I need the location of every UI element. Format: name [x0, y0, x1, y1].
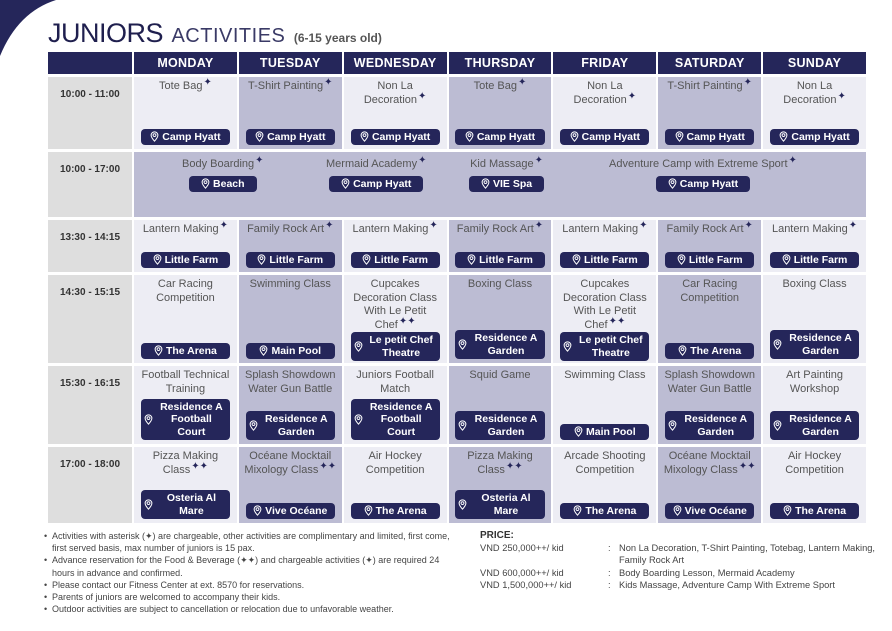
- activity-cell: [553, 220, 656, 272]
- price-amount: VND 600,000++/ kid: [480, 567, 564, 578]
- location-pin-icon: [360, 131, 369, 142]
- chargeable-star-icon: ✦: [743, 77, 752, 88]
- title-sub: ACTIVITIES: [171, 25, 286, 47]
- activity-name: [468, 278, 532, 292]
- location-label: Residence A Garden: [684, 413, 748, 438]
- note-item: • Outdoor activities are subject to cancellation or relocation due to unfavorable weather.: [44, 603, 464, 615]
- location-pin-icon: [675, 131, 684, 142]
- activity-name: [469, 369, 530, 383]
- location-pin-icon: [257, 254, 266, 265]
- location-label: Residence A Garden: [474, 332, 538, 357]
- activity-name: [609, 155, 797, 172]
- activity-cell: [239, 275, 342, 363]
- activity-label: Kid Massage: [470, 158, 534, 170]
- chargeable-star-icon: ✦: [418, 155, 427, 166]
- location-pin-icon: [782, 254, 791, 265]
- location-label: The Arena: [690, 344, 742, 357]
- location-label: Little Farm: [584, 253, 638, 266]
- activity-label: Car Racing Competition: [156, 278, 215, 304]
- activity-name: [771, 220, 858, 237]
- activity-label: Lantern Making: [771, 223, 848, 235]
- note-item: • Parents of juniors are welcomed to accompany their kids.: [44, 591, 464, 603]
- activity-name: [766, 80, 863, 107]
- location-label: Main Pool: [271, 344, 322, 357]
- location-label: Residence A Garden: [474, 413, 538, 438]
- activity-name: [766, 450, 863, 477]
- time-slot: 10:00 - 11:00: [48, 77, 132, 149]
- activity-name: [247, 77, 333, 94]
- time-slot: 15:30 - 16:15: [48, 366, 132, 444]
- chargeable-star-icon: ✦: [518, 77, 527, 88]
- location-badge: [246, 129, 335, 146]
- location-pin-icon: [144, 499, 153, 510]
- activity-name: [182, 155, 264, 172]
- activity-cell: [658, 366, 761, 444]
- price-desc: Non La Decoration, T-Shirt Painting, Totebag, Lantern Making, Family Rock Art: [619, 543, 875, 566]
- time-slot: 13:30 - 14:15: [48, 220, 132, 272]
- activity-name: [159, 77, 212, 94]
- all-day-item: [469, 155, 544, 192]
- location-badge: [246, 252, 335, 269]
- activity-label: Adventure Camp with Extreme Sport: [609, 158, 788, 170]
- location-label: Little Farm: [374, 253, 428, 266]
- location-pin-icon: [773, 339, 782, 350]
- activity-cell: [134, 77, 237, 149]
- activity-name: [347, 369, 444, 396]
- location-label: Residence A Garden: [789, 413, 852, 438]
- location-badge: [560, 332, 649, 361]
- location-label: Little Farm: [688, 253, 743, 266]
- food-beverage-star-icon: ✦✦: [319, 460, 337, 472]
- location-badge: [770, 129, 859, 146]
- activity-name: [347, 278, 444, 332]
- activity-name: [473, 77, 527, 94]
- activity-cell: [658, 275, 761, 363]
- activity-name: [247, 220, 334, 237]
- location-label: Residence A Garden: [789, 332, 852, 357]
- location-pin-icon: [779, 131, 788, 142]
- location-pin-icon: [574, 426, 583, 437]
- activity-cell: [449, 77, 552, 149]
- activity-cell: [344, 220, 447, 272]
- location-pin-icon: [362, 254, 371, 265]
- chargeable-star-icon: ✦: [203, 77, 212, 88]
- all-day-item: [609, 155, 797, 192]
- activity-cell: [239, 447, 342, 523]
- activity-label: Lantern Making: [142, 223, 219, 235]
- location-label: Vive Océane: [684, 504, 747, 517]
- activity-cell: [658, 447, 761, 523]
- activity-cell: [134, 275, 237, 363]
- location-badge: [770, 330, 859, 359]
- location-badge: [665, 343, 754, 360]
- activity-name: [452, 450, 549, 477]
- chargeable-star-icon: ✦: [325, 220, 334, 231]
- food-beverage-star-icon: ✦✦: [738, 460, 756, 472]
- activity-name: [661, 450, 758, 477]
- activity-name: [137, 278, 234, 305]
- location-pin-icon: [354, 341, 363, 352]
- activity-cell: [658, 220, 761, 272]
- activity-cell: [239, 77, 342, 149]
- location-badge: [141, 343, 230, 360]
- day-header-saturday: SATURDAY: [658, 52, 761, 74]
- note-item: • Activities with asterisk (✦) are chargeable, other activities are complimentary and limited, first come, first served basis, max number of juniors is 15 pax.: [44, 530, 464, 554]
- activity-name: [470, 155, 544, 172]
- activity-cell: [553, 275, 656, 363]
- location-label: Residence A Football Court: [369, 400, 433, 438]
- location-badge: [351, 252, 440, 269]
- location-pin-icon: [677, 254, 686, 265]
- location-pin-icon: [150, 131, 159, 142]
- activity-name: [782, 278, 846, 292]
- chargeable-star-icon: ✦: [639, 220, 648, 231]
- chargeable-star-icon: ✦: [255, 155, 264, 166]
- location-badge: [189, 176, 257, 193]
- chargeable-star-icon: ✦: [848, 220, 858, 231]
- activity-label: Non La Decoration: [573, 80, 627, 106]
- activity-cell: [658, 77, 761, 149]
- title-main: JUNIORS: [48, 18, 164, 48]
- activity-cell: [553, 366, 656, 444]
- chargeable-star-icon: ✦: [744, 220, 753, 231]
- location-pin-icon: [668, 178, 677, 189]
- location-badge: [560, 424, 649, 441]
- location-label: Little Farm: [793, 253, 848, 266]
- location-pin-icon: [573, 505, 582, 516]
- location-label: The Arena: [795, 504, 847, 517]
- activity-schedule-table: [48, 52, 866, 517]
- activity-cell: [449, 275, 552, 363]
- activity-label: Family Rock Art: [666, 223, 744, 235]
- activity-label: Splash Showdown Water Gun Battle: [664, 369, 755, 395]
- activity-label: T-Shirt Painting: [247, 80, 324, 92]
- activity-label: Non La Decoration: [363, 80, 418, 106]
- location-label: Osteria Al Mare: [481, 492, 531, 517]
- location-label: The Arena: [585, 504, 637, 517]
- location-label: Main Pool: [586, 425, 636, 438]
- location-badge: [455, 490, 544, 519]
- activity-label: Car Racing Competition: [680, 278, 740, 304]
- day-header-friday: FRIDAY: [553, 52, 656, 74]
- activity-name: [137, 450, 234, 477]
- activity-cell: [134, 447, 237, 523]
- activity-name: [142, 220, 229, 237]
- activity-name: [347, 450, 444, 477]
- location-pin-icon: [458, 420, 467, 431]
- time-slot: 14:30 - 15:15: [48, 275, 132, 363]
- activity-label: T-Shirt Painting: [667, 80, 743, 92]
- location-label: VIE Spa: [493, 177, 533, 190]
- location-badge: [560, 129, 649, 146]
- day-header-sunday: SUNDAY: [763, 52, 866, 74]
- location-pin-icon: [341, 178, 350, 189]
- food-beverage-star-icon: ✦✦: [608, 315, 626, 327]
- chargeable-star-icon: ✦: [418, 90, 427, 102]
- location-pin-icon: [201, 178, 210, 189]
- activity-cell: [449, 220, 552, 272]
- location-pin-icon: [773, 420, 782, 431]
- activity-label: Swimming Class: [249, 278, 331, 290]
- location-badge: [665, 411, 754, 440]
- location-pin-icon: [458, 499, 467, 510]
- location-pin-icon: [255, 131, 264, 142]
- activity-cell: [763, 366, 866, 444]
- activity-cell: [344, 77, 447, 149]
- location-badge: [656, 176, 750, 193]
- chargeable-star-icon: ✦: [627, 90, 637, 102]
- activity-label: Pizza Making Class: [152, 450, 219, 476]
- activity-name: [456, 220, 544, 237]
- activity-cell: [763, 275, 866, 363]
- chargeable-star-icon: ✦: [219, 220, 229, 231]
- price-title: PRICE:: [480, 530, 514, 541]
- location-badge: [455, 129, 544, 146]
- day-header-wednesday: WEDNESDAY: [344, 52, 447, 74]
- activity-label: Tote Bag: [473, 80, 517, 92]
- activity-label: Football Technical Training: [141, 369, 230, 395]
- location-pin-icon: [572, 254, 581, 265]
- price-row: [480, 542, 880, 566]
- location-label: Little Farm: [164, 253, 219, 266]
- location-label: Residence A Garden: [264, 413, 328, 438]
- activity-label: Family Rock Art: [247, 223, 325, 235]
- activity-label: Air Hockey Competition: [365, 450, 425, 476]
- activity-name: [347, 80, 444, 107]
- activity-label: Océane Mocktail Mixology Class: [663, 450, 751, 476]
- activity-name: [242, 450, 339, 477]
- page-title: [48, 18, 382, 49]
- activity-label: Lantern Making: [562, 223, 639, 235]
- location-badge: [770, 411, 859, 440]
- location-badge: [665, 129, 754, 146]
- location-badge: [246, 343, 335, 360]
- activity-name: [766, 369, 863, 396]
- location-badge: [665, 503, 754, 520]
- activity-name: [564, 369, 645, 383]
- price-colon: :: [608, 543, 611, 554]
- activity-label: Cupcakes Decoration Class With Le Petit Chef: [562, 278, 647, 331]
- price-colon: :: [608, 567, 611, 578]
- location-label: Camp Hyatt: [476, 130, 536, 143]
- activity-cell: [763, 77, 866, 149]
- location-label: Camp Hyatt: [686, 130, 745, 143]
- location-badge: [246, 503, 335, 520]
- activity-cell: [134, 366, 237, 444]
- chargeable-star-icon: ✦: [324, 77, 333, 88]
- location-pin-icon: [364, 505, 373, 516]
- location-badge: [351, 332, 440, 361]
- activity-label: Boxing Class: [782, 278, 847, 290]
- activity-label: Swimming Class: [564, 369, 646, 381]
- location-badge: [351, 399, 440, 441]
- activity-cell: [449, 366, 552, 444]
- location-pin-icon: [467, 254, 476, 265]
- price-row: [480, 579, 880, 591]
- all-day-activities: [134, 152, 866, 217]
- activity-name: [352, 220, 438, 237]
- location-label: The Arena: [165, 344, 217, 357]
- all-day-item: [182, 155, 264, 192]
- location-badge: [770, 503, 859, 520]
- activity-name: [556, 80, 653, 107]
- activity-label: Non La Decoration: [783, 80, 837, 106]
- location-label: The Arena: [375, 504, 427, 517]
- activity-label: Splash Showdown Water Gun Battle: [245, 369, 336, 395]
- activity-cell: [763, 447, 866, 523]
- activity-cell: [553, 77, 656, 149]
- activity-label: Océane Mocktail Mixology Class: [244, 450, 332, 476]
- location-label: Camp Hyatt: [679, 177, 739, 190]
- activity-cell: [449, 447, 552, 523]
- location-label: Camp Hyatt: [581, 130, 641, 143]
- activity-cell: [344, 366, 447, 444]
- food-beverage-star-icon: ✦✦: [191, 460, 209, 472]
- location-label: Camp Hyatt: [791, 130, 850, 143]
- location-pin-icon: [570, 131, 579, 142]
- location-badge: [455, 252, 544, 269]
- location-badge: [455, 330, 544, 359]
- location-pin-icon: [668, 420, 677, 431]
- activity-label: Arcade Shooting Competition: [564, 450, 646, 476]
- location-label: Le petit Chef Theatre: [579, 334, 643, 359]
- activity-cell: [344, 275, 447, 363]
- location-badge: [141, 252, 230, 269]
- location-pin-icon: [673, 505, 682, 516]
- header-corner: [48, 52, 132, 74]
- price-amount: VND 250,000++/ kid: [480, 543, 564, 554]
- location-pin-icon: [253, 505, 262, 516]
- title-age: (6-15 years old): [293, 31, 382, 45]
- location-pin-icon: [153, 254, 162, 265]
- activity-label: Boxing Class: [467, 278, 533, 290]
- time-slot: 10:00 - 17:00: [48, 152, 132, 217]
- activity-label: Squid Game: [469, 369, 531, 381]
- location-pin-icon: [783, 505, 792, 516]
- chargeable-star-icon: ✦: [837, 90, 846, 102]
- location-pin-icon: [458, 339, 467, 350]
- location-label: Little Farm: [269, 253, 324, 266]
- activity-label: Cupcakes Decoration Class With Le Petit Chef: [353, 278, 438, 331]
- location-badge: [560, 252, 649, 269]
- activity-label: Lantern Making: [352, 223, 429, 235]
- activity-cell: [344, 447, 447, 523]
- location-pin-icon: [144, 414, 153, 425]
- activity-label: Family Rock Art: [456, 223, 534, 235]
- note-item: • Please contact our Fitness Center at ext. 8570 for reservations.: [44, 579, 464, 591]
- activity-label: Art Painting Workshop: [786, 369, 843, 395]
- location-pin-icon: [354, 414, 363, 425]
- food-beverage-star-icon: ✦✦: [398, 315, 416, 327]
- day-header-monday: MONDAY: [134, 52, 237, 74]
- activity-name: [556, 450, 653, 477]
- location-label: Osteria Al Mare: [166, 492, 217, 517]
- activity-name: [661, 369, 758, 396]
- activity-name: [242, 369, 339, 396]
- activity-cell: [553, 447, 656, 523]
- activity-label: Pizza Making Class: [467, 450, 533, 476]
- location-label: Residence A Football Court: [160, 400, 223, 438]
- location-pin-icon: [259, 345, 268, 356]
- location-pin-icon: [249, 420, 258, 431]
- price-row: [480, 567, 880, 579]
- activity-cell: [763, 220, 866, 272]
- chargeable-star-icon: ✦: [534, 220, 544, 231]
- location-label: Camp Hyatt: [267, 130, 326, 143]
- location-badge: [246, 411, 335, 440]
- chargeable-star-icon: ✦: [429, 220, 438, 231]
- location-badge: [455, 411, 544, 440]
- activity-name: [666, 220, 753, 237]
- activity-label: Tote Bag: [159, 80, 203, 92]
- day-header-thursday: THURSDAY: [449, 52, 552, 74]
- day-header-tuesday: TUESDAY: [239, 52, 342, 74]
- location-badge: [351, 129, 440, 146]
- price-colon: :: [608, 579, 611, 590]
- location-pin-icon: [465, 131, 474, 142]
- location-label: Beach: [213, 177, 245, 190]
- location-label: Camp Hyatt: [371, 130, 431, 143]
- location-pin-icon: [563, 341, 572, 352]
- location-badge: [141, 490, 230, 519]
- activity-name: [667, 77, 752, 94]
- location-label: Le petit Chef Theatre: [369, 334, 433, 359]
- chargeable-star-icon: ✦: [534, 155, 544, 166]
- time-slot: 17:00 - 18:00: [48, 447, 132, 523]
- activity-cell: [239, 366, 342, 444]
- activity-cell: [239, 220, 342, 272]
- activity-label: Body Boarding: [182, 158, 255, 170]
- activity-label: Air Hockey Competition: [785, 450, 844, 476]
- price-desc: Body Boarding Lesson, Mermaid Academy: [619, 567, 795, 578]
- location-pin-icon: [154, 345, 163, 356]
- activity-name: [661, 278, 758, 305]
- location-badge: [770, 252, 859, 269]
- location-badge: [469, 176, 544, 193]
- location-badge: [560, 503, 649, 520]
- activity-name: [562, 220, 648, 237]
- notes-list: [44, 530, 464, 615]
- chargeable-star-icon: ✦: [788, 155, 797, 166]
- note-item: • Advance reservation for the Food & Beverage (✦✦) and chargeable activities (✦) are required 24 hours in advance and confirmed.: [44, 554, 464, 578]
- location-badge: [351, 503, 440, 520]
- activity-name: [556, 278, 653, 332]
- location-pin-icon: [678, 345, 687, 356]
- location-label: Little Farm: [479, 253, 533, 266]
- price-desc: Kids Massage, Adventure Camp With Extreme Sport: [619, 579, 835, 590]
- location-badge: [141, 399, 230, 441]
- activity-label: Juniors Football Match: [356, 369, 434, 395]
- location-badge: [141, 129, 230, 146]
- activity-name: [250, 278, 331, 292]
- location-pin-icon: [481, 178, 490, 189]
- location-badge: [329, 176, 423, 193]
- location-label: Vive Océane: [265, 504, 328, 517]
- activity-name: [137, 369, 234, 396]
- location-label: Camp Hyatt: [353, 177, 412, 190]
- price-amount: VND 1,500,000++/ kid: [480, 579, 572, 590]
- price-section: [480, 530, 880, 591]
- activity-cell: [134, 220, 237, 272]
- all-day-item: [326, 155, 427, 192]
- food-beverage-star-icon: ✦✦: [505, 460, 523, 472]
- location-label: Camp Hyatt: [162, 130, 221, 143]
- location-badge: [665, 252, 754, 269]
- activity-name: [326, 155, 427, 172]
- activity-label: Mermaid Academy: [326, 158, 418, 170]
